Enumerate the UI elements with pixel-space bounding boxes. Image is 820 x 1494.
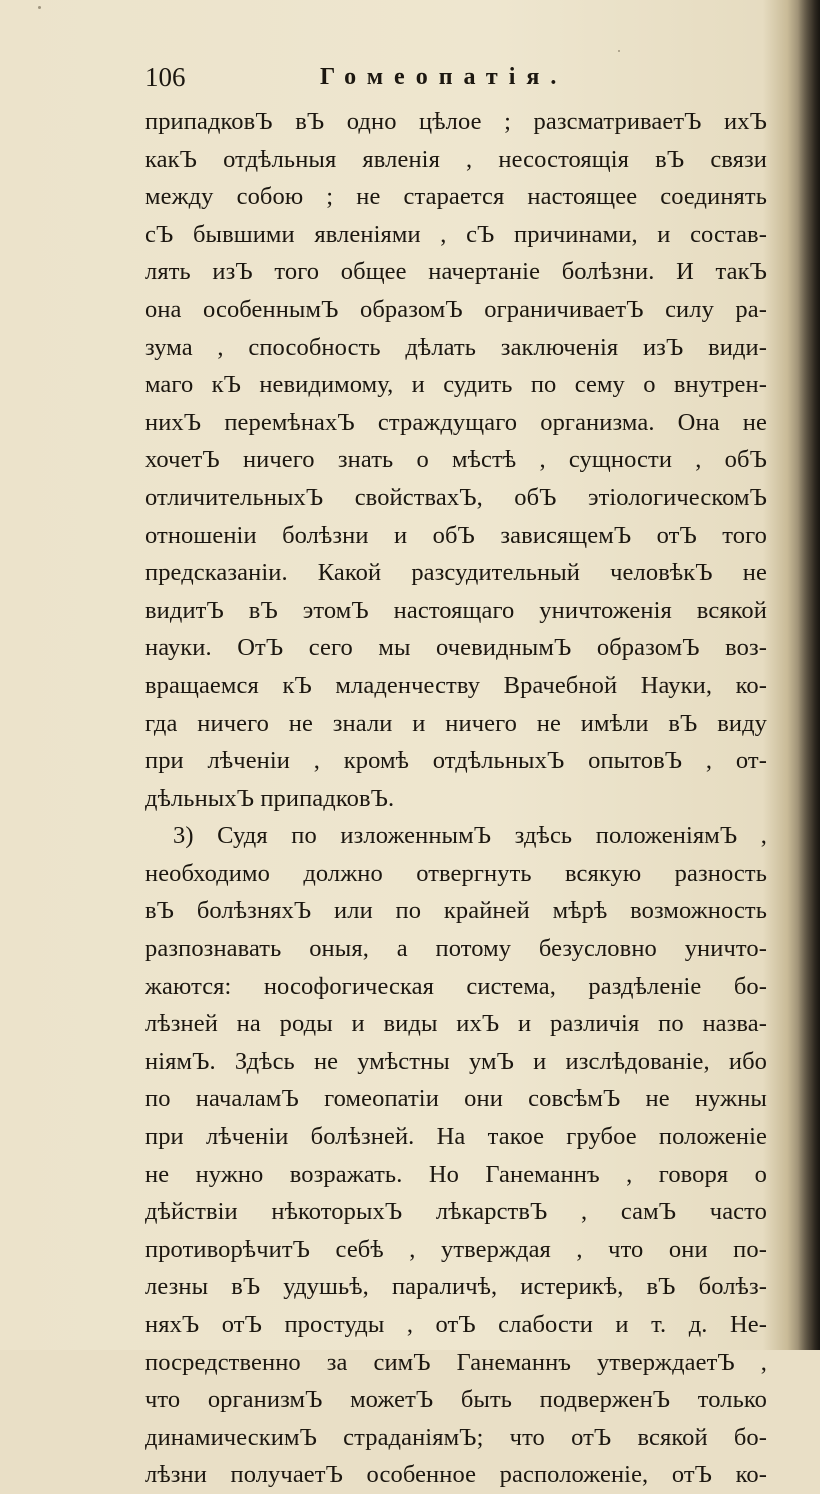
running-title: Гомеопатія. xyxy=(320,64,568,90)
text-line: она особеннымЪ образомЪ ограничиваетЪ силу ра- xyxy=(145,295,767,323)
text-line: между собою ; не старается настоящее соединять xyxy=(145,183,767,211)
text-line: маго кЪ невидимому, и судить по сему о внутрен- xyxy=(145,371,767,399)
text-line: разпознавать оныя, а потому безусловно уничто- xyxy=(145,935,767,963)
paragraph-start-line: 3) Судя по изложеннымЪ здѣсь положеніямЪ , xyxy=(173,822,767,850)
text-line: что организмЪ можетЪ быть подверженЪ только xyxy=(145,1386,767,1414)
page-header xyxy=(145,62,745,98)
paper-speck xyxy=(618,50,620,52)
text-line: науки. ОтЪ сего мы очевиднымЪ образомЪ воз- xyxy=(145,634,767,662)
text-line: при лѣченіи , кромѣ отдѣльныхЪ опытовЪ , от- xyxy=(145,747,767,775)
text-line: гда ничего не знали и ничего не имѣли вЪ виду xyxy=(145,709,767,737)
text-line: сЪ бывшими явленіями , сЪ причинами, и состав- xyxy=(145,220,767,248)
text-line: жаются: нософогическая система, раздѣленіе бо- xyxy=(145,972,767,1000)
text-line: ніямЪ. Здѣсь не умѣстны умЪ и изслѣдованіе, ибо xyxy=(145,1047,767,1075)
text-line: лять изЪ того общее начертаніе болѣзни. И такЪ xyxy=(145,258,767,286)
text-line: противорѣчитЪ себѣ , утверждая , что они по- xyxy=(145,1235,767,1263)
text-line: видитЪ вЪ этомЪ настоящаго уничтоженія всякой xyxy=(145,596,767,624)
text-line: вЪ болѣзняхЪ или по крайней мѣрѣ возможность xyxy=(145,897,767,925)
page-edge-shadow xyxy=(798,0,820,1350)
text-line: отличительныхЪ свойствахЪ, обЪ этіологическомЪ xyxy=(145,483,767,511)
text-line: няхЪ отЪ простуды , отЪ слабости и т. д. Не- xyxy=(145,1311,767,1338)
text-line: по началамЪ гомеопатіи они совсѣмЪ не нужны xyxy=(145,1085,767,1113)
text-line: лѣзни получаетЪ особенное расположеніе, отЪ ко- xyxy=(145,1461,767,1489)
text-line: припадковЪ вЪ одно цѣлое ; разсматриваетЪ ихЪ xyxy=(145,108,767,135)
text-line: предсказаніи. Какой разсудительный человѣкЪ не xyxy=(145,559,767,587)
text-line: вращаемся кЪ младенчеству Врачебной Науки, ко- xyxy=(145,671,767,699)
text-line: лезны вЪ удушьѣ, параличѣ, истерикѣ, вЪ болѣз- xyxy=(145,1273,767,1301)
text-line: хочетЪ ничего знать о мѣстѣ , сущности , обЪ xyxy=(145,446,767,474)
text-line: дѣльныхЪ припадковЪ. xyxy=(145,784,395,812)
body-text xyxy=(145,103,767,1494)
text-line: посредственно за симЪ Ганеманнъ утверждаетЪ , xyxy=(145,1348,767,1376)
text-line: динамическимЪ страданіямЪ; что отЪ всякой бо- xyxy=(145,1423,767,1451)
text-line: дѣйствіи нѣкоторыхЪ лѣкарствЪ , самЪ часто xyxy=(145,1198,767,1226)
text-line: какЪ отдѣльныя явленія , несостоящія вЪ связи xyxy=(145,145,767,173)
text-line: при лѣченіи болѣзней. На такое грубое положеніе xyxy=(145,1123,767,1151)
text-line: не нужно возражать. Но Ганеманнъ , говоря о xyxy=(145,1160,767,1188)
text-line: нихЪ перемѣнахЪ страждущаго организма. Она не xyxy=(145,408,767,436)
paper-speck xyxy=(38,6,41,9)
text-line: отношеніи болѣзни и обЪ зависящемЪ отЪ того xyxy=(145,521,767,549)
page-number: 106 xyxy=(145,62,186,92)
text-line: необходимо должно отвергнуть всякую разность xyxy=(145,859,767,887)
text-line: лѣзней на роды и виды ихЪ и различія по назва- xyxy=(145,1010,767,1038)
text-line: зума , способность дѣлать заключенія изЪ види- xyxy=(145,333,767,361)
